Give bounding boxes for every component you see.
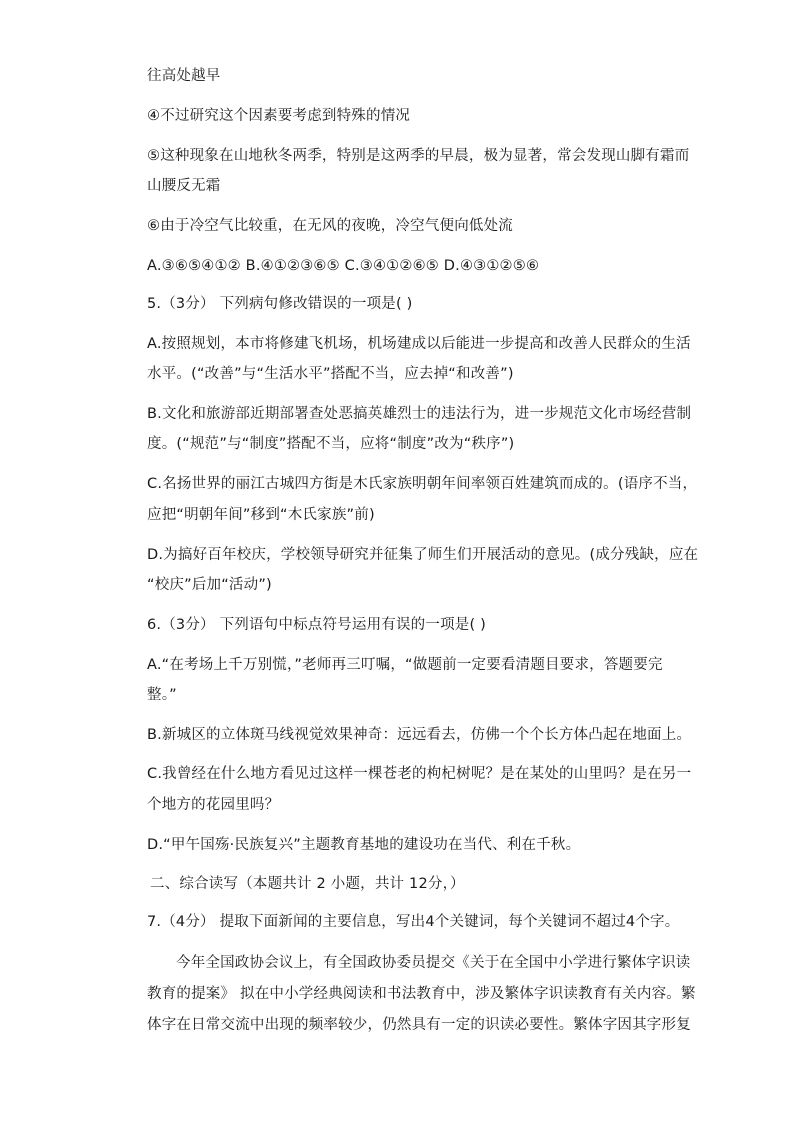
option-b-cont: 度。(“规范”与“制度”搭配不当，应将“制度”改为“秩序”) bbox=[147, 436, 515, 452]
text-line: ⑤这种现象在山地秋冬两季，特别是这两季的早晨，极为显著，常会发现山脚有霜而 bbox=[147, 148, 690, 164]
option-d: D.为搞好百年校庆，学校领导研究并征集了师生们开展活动的意见。(成分残缺，应在 bbox=[147, 547, 699, 563]
option-a-cont: 水平。(“改善”与“生活水平”搭配不当，应去掉“和改善”) bbox=[147, 366, 514, 382]
option-a-cont: 整。” bbox=[147, 687, 177, 703]
passage-line: 体字在日常交流中出现的频率较少，仍然具有一定的识读必要性。繁体字因其字形复 bbox=[147, 1017, 691, 1033]
passage-line: 今年全国政协会议上，有全国政协委员提交《关于在全国中小学进行繁体字识读 bbox=[176, 955, 691, 971]
option-a: A.“在考场上千万别慌，”老师再三叮嘱，“做题前一定要看清题目要求，答题要完 bbox=[147, 657, 663, 673]
text-line: 往高处越早 bbox=[147, 68, 221, 84]
question-7-title: 7.（4分） 提取下面新闻的主要信息，写出4个关键词，每个关键词不超过4个字。 bbox=[147, 914, 680, 930]
option-c-cont: 应把“明朝年间”移到“木氏家族”前) bbox=[147, 507, 375, 523]
option-d: D.“甲午国殇·民族复兴”主题教育基地的建设功在当代、利在千秋。 bbox=[147, 837, 581, 853]
option-b: B.文化和旅游部近期部署查处恶搞英雄烈士的违法行为，进一步规范文化市场经营制 bbox=[147, 406, 692, 422]
option-c-cont: 个地方的花园里吗？ bbox=[147, 797, 280, 813]
text-line: ④不过研究这个因素要考虑到特殊的情况 bbox=[147, 108, 411, 124]
option-b: B.新城区的立体斑马线视觉效果神奇：远远看去，仿佛一个个长方体凸起在地面上。 bbox=[147, 727, 692, 743]
answer-options: A.③⑥⑤④①② B.④①②③⑥⑤ C.③④①②⑥⑤ D.④③①②⑤⑥ bbox=[147, 258, 540, 274]
option-c: C.名扬世界的丽江古城四方街是木氏家族明朝年间率领百姓建筑而成的。(语序不当， bbox=[147, 476, 698, 492]
section-heading: 二、综合读写（本题共计 2 小题，共计 12分，） bbox=[150, 876, 465, 892]
question-5-title: 5.（3分） 下列病句修改错误的一项是( ) bbox=[147, 296, 413, 312]
option-d-cont: “校庆”后加“活动”) bbox=[147, 577, 272, 593]
option-c: C.我曾经在什么地方看见过这样一棵苍老的枸杞树呢？是在某处的山里吗？是在另一 bbox=[147, 766, 692, 782]
passage-line: 教育的提案》 拟在中小学经典阅读和书法教育中，涉及繁体字识读教育有关内容。繁 bbox=[147, 986, 696, 1002]
text-line: ⑥由于冷空气比较重，在无风的夜晚，冷空气便向低处流 bbox=[147, 218, 513, 234]
text-line: 山腰反无霜 bbox=[147, 178, 221, 194]
question-6-title: 6.（3分） 下列语句中标点符号运用有误的一项是( ) bbox=[147, 617, 486, 633]
option-a: A.按照规划，本市将修建飞机场，机场建成以后能进一步提高和改善人民群众的生活 bbox=[147, 336, 691, 352]
